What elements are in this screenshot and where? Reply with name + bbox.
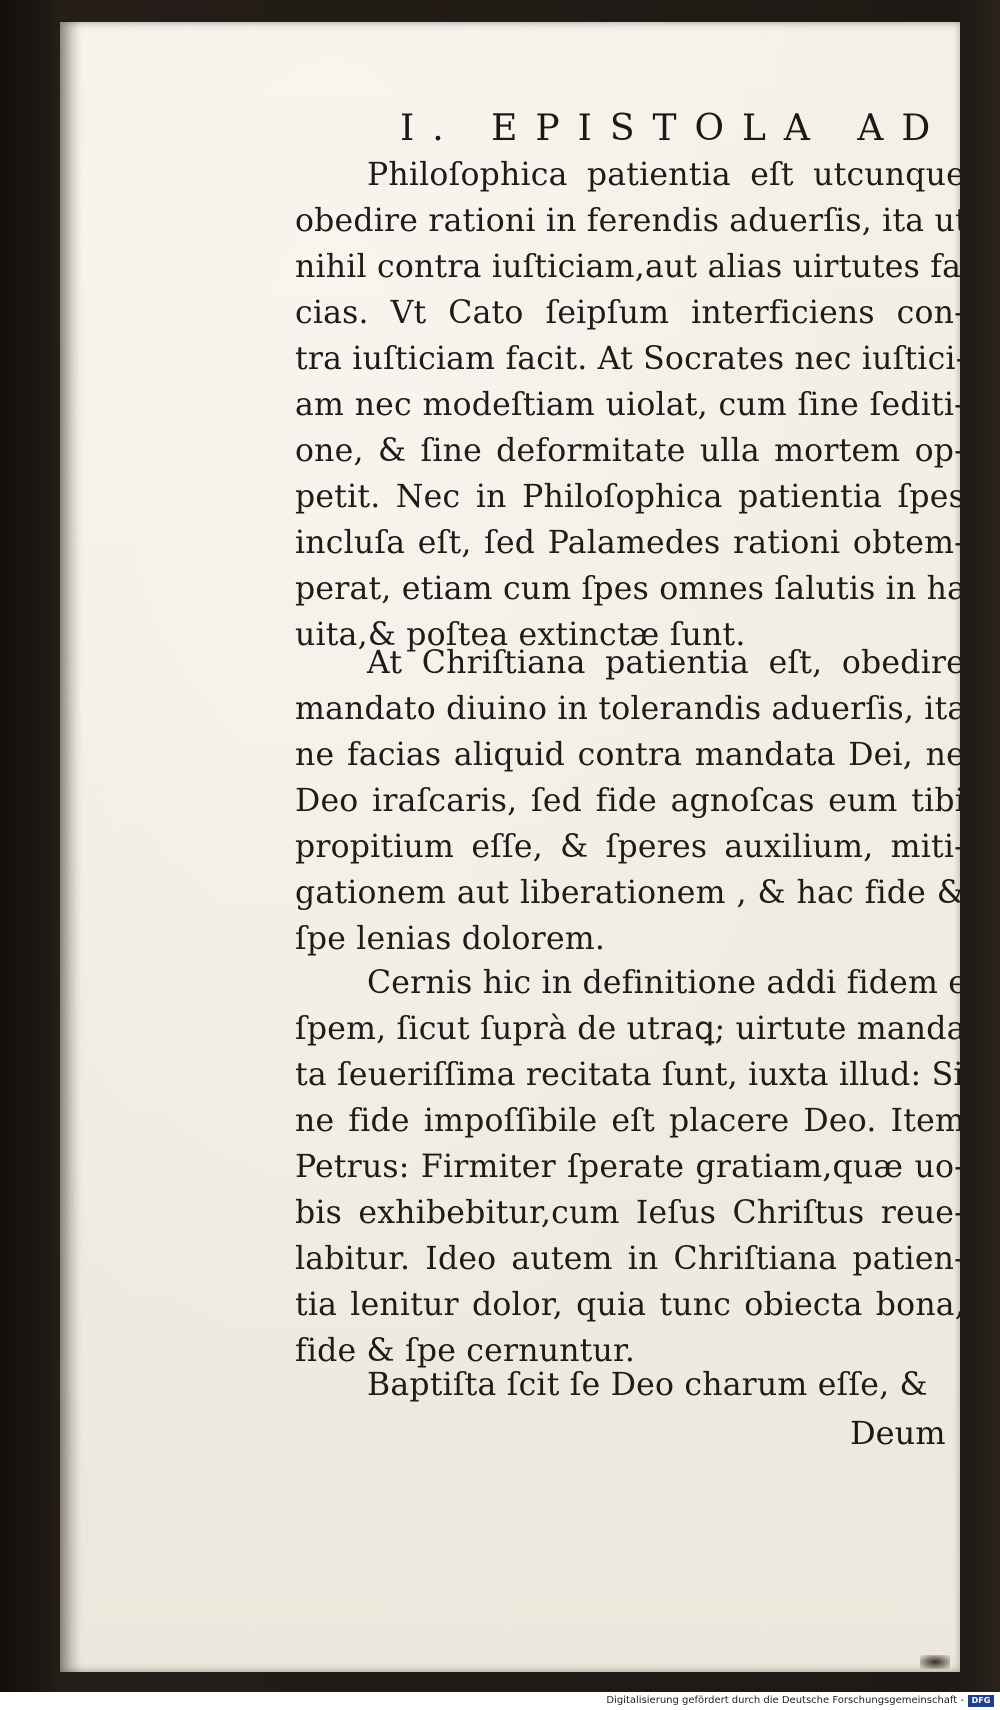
text-line: Baptiſta ſcit ſe Deo charum eſſe, & [367, 1367, 928, 1403]
text-line: Cernis hic in definitione addi fidem et [367, 965, 980, 1001]
text-line: ſpem, ſicut ſuprà de utraꝗ; uirtute manda- [295, 1011, 977, 1047]
text-line: propitium eſſe, & ſperes auxilium, miti- [295, 829, 965, 865]
catchword: Deum [850, 1414, 946, 1452]
text-line: fide & ſpe cernuntur. [295, 1333, 636, 1369]
text-line: Petrus: Firmiter ſperate gratiam,quæ uo- [295, 1149, 965, 1185]
text-line: mandato diuino in tolerandis aduerſis, ita, [295, 691, 977, 727]
text-line: labitur. Ideo autem in Chriſtiana patien- [295, 1241, 965, 1277]
text-line: cias. Vt Cato ſeipſum interficiens con- [295, 295, 965, 331]
text-line: uita,& poſtea extinctæ ſunt. [295, 617, 746, 653]
paragraph-4 [295, 1362, 965, 1408]
running-head: I. EPISTOLA AD [400, 108, 949, 149]
text-line: ta ſeueriſſima recitata ſunt, iuxta illud: Si- [295, 1057, 975, 1093]
text-line: tra iuſticiam facit. At Socrates nec iuſtici- [295, 341, 967, 377]
text-line: incluſa eſt, ſed Palamedes rationi obtem- [295, 525, 965, 561]
text-line: ne facias aliquid contra mandata Dei, ne [295, 737, 965, 773]
paragraph-3 [295, 960, 980, 1374]
text-line: perat, etiam cum ſpes omnes ſalutis in hac [295, 571, 984, 607]
gutter-shadow [60, 22, 82, 1672]
text-line: am nec modeſtiam uiolat, cum ſine ſediti- [295, 387, 965, 423]
text-line: At Chriſtiana patientia eſt, obedire [367, 645, 965, 681]
text-line: bis exhibebitur,cum Ieſus Chriſtus reue- [295, 1195, 965, 1231]
text-line: nihil contra iuſticiam,aut alias uirtutes fa- [295, 249, 972, 285]
text-line: ſpe lenias dolorem. [295, 921, 606, 957]
text-line: tia lenitur dolor, quia tunc obiecta bona, [295, 1287, 965, 1323]
text-line: petit. Nec in Philoſophica patientia ſpes [295, 479, 965, 515]
text-line: Deo iraſcaris, ſed fide agnoſcas eum tibi [295, 783, 965, 819]
paragraph-2 [295, 640, 977, 962]
paragraph-1 [295, 152, 984, 658]
dfg-logo-icon: DFG [968, 1695, 994, 1707]
text-line: one, & ſine deformitate ulla mortem op- [295, 433, 965, 469]
digitization-footer [0, 1692, 1000, 1710]
footer-credit: Digitalisierung gefördert durch die Deutsche Forschungsgemeinschaft - [606, 1695, 964, 1706]
page-edge-stain [920, 1655, 950, 1669]
text-line: gationem aut liberationem , & hac fide & [295, 875, 965, 911]
text-line: obedire rationi in ferendis aduerſis, ita ut [295, 203, 968, 239]
text-line: ne fide impoſſibile eſt placere Deo. Item [295, 1103, 965, 1139]
text-line: Philoſophica patientia eſt utcunque [367, 157, 965, 193]
